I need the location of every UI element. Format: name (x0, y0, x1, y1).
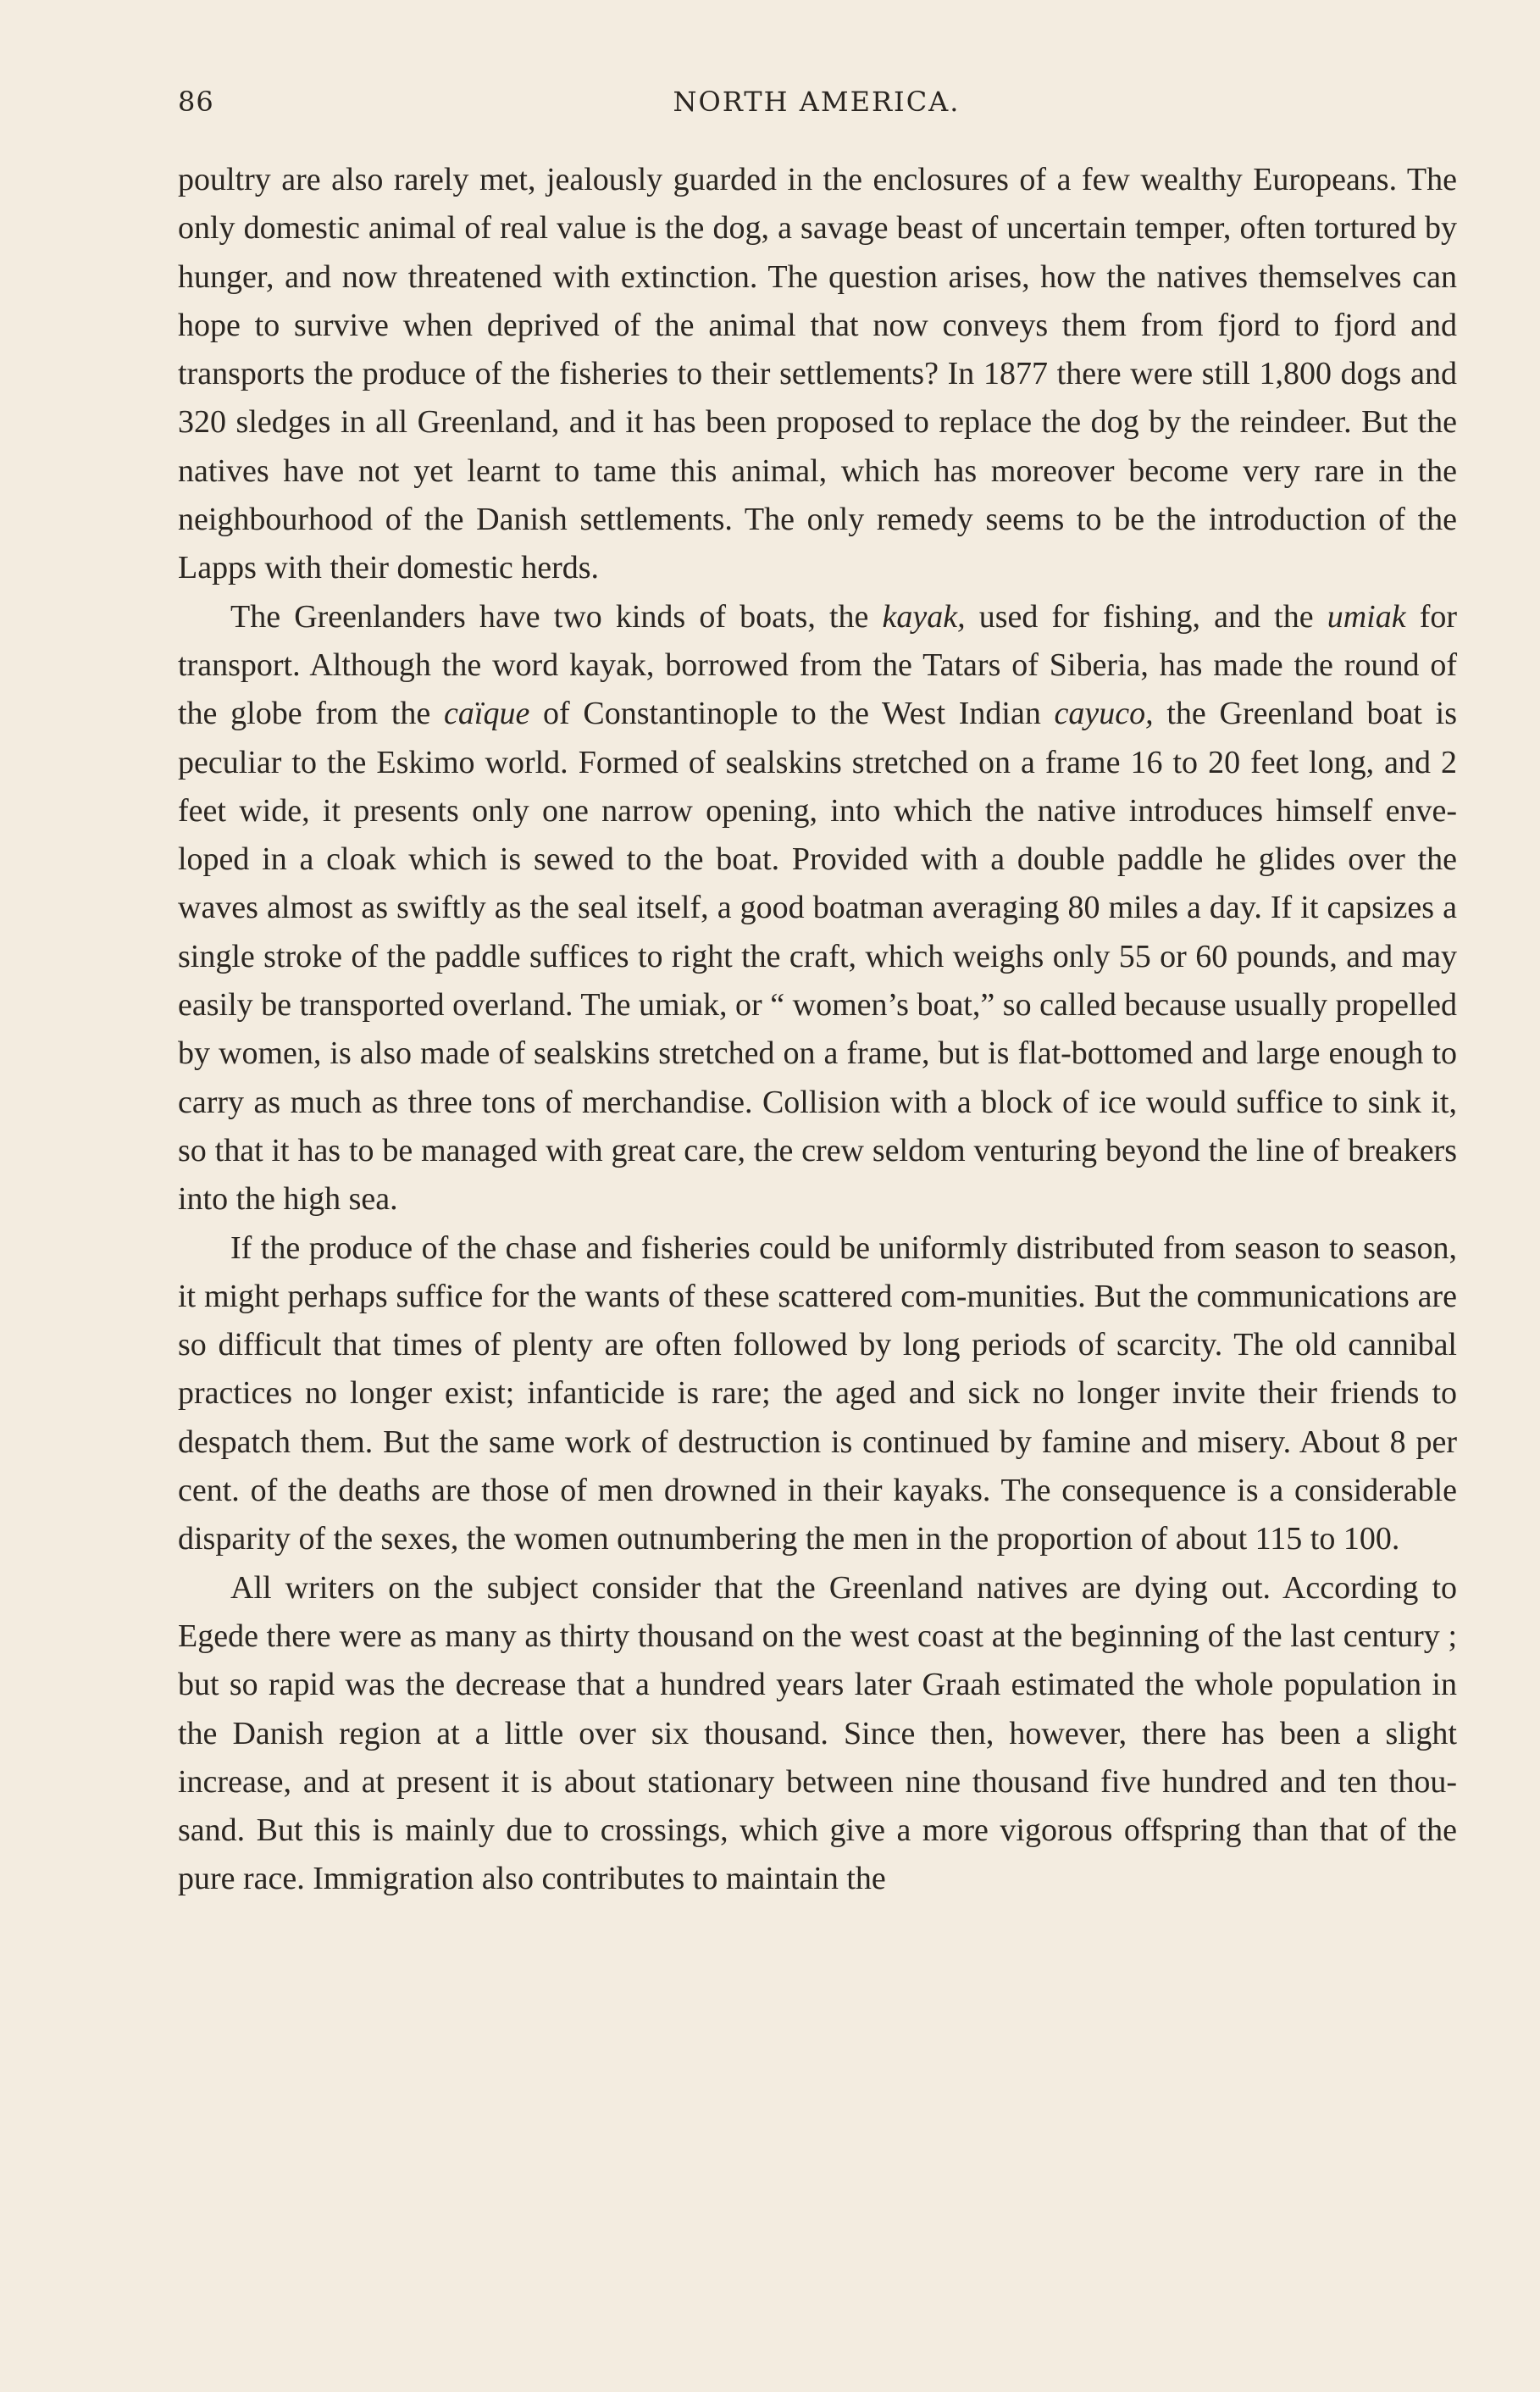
running-head (178, 83, 1455, 120)
text-span: for transport. Although the word kayak, borrowed from the Tatars of Siberia, has made the round of the globe from the (178, 598, 1457, 732)
italic-term-umiak: umiak (1327, 598, 1406, 635)
paragraph-boats (178, 593, 1457, 1224)
page-number: 86 (178, 86, 214, 118)
running-title: NORTH AMERICA. (673, 86, 961, 118)
paragraph-population: All writers on the subject consider that the Greenland natives are dying out. According to Egede there were as many as thirty thousand on the west coast at the beginning of the last century ; but so rapid was the decrease that a hundred years later Graah estimated the whole population in the Danish region at a little over six thousand. Since then, however, there has been a slight increase, and at present it is about stationary between nine thousand five hundred and ten thou-sand. But this is mainly due to crossings, which give a more vigorous offspring than that of the pure race. Immigration also contributes to maintain the (178, 1569, 1457, 1897)
text-span: the Greenland boat is peculiar to the Eskimo world. Formed of sealskins stretched on a frame 16 to 20 feet long, and 2 feet wide, it presents only one narrow opening, into which the native introduces himself enve-loped in a cloak which is sewed to the boat. Provided with a double paddle he glides over the waves almost as swiftly as the seal itself, a good boatman averaging 80 miles a day. If it capsizes a single stroke of the paddle suffices to right the craft, which weighs only 55 or 60 pounds, and may easily be transported overland. The umiak, or “ women’s boat,” so called because usually propelled by women, is also made of sealskins stretched on a frame, but is flat-bottomed and large enough to carry as much as three tons of merchandise. Collision with a block of ice would suffice to sink it, so that it has to be managed with great care, the crew seldom venturing beyond the line of breakers into the high sea. (178, 696, 1457, 1218)
paragraph-scarcity: If the produce of the chase and fisheries could be uniformly distributed from season to season, it might perhaps suffice for the wants of these scattered com-munities. But the communications are so difficult that times of plenty are often followed by long periods of scarcity. The old cannibal practices no longer exist; infanticide is rare; the aged and sick no longer invite their friends to despatch them. But the same work of destruction is continued by famine and misery. About 8 per cent. of the deaths are those of men drowned in their kayaks. The consequence is a considerable disparity of the sexes, the women outnumbering the men in the proportion of about 115 to 100. (178, 1229, 1457, 1557)
text-span: The Greenlanders have two kinds of boats, the (230, 598, 883, 635)
italic-term-kayak: kayak, (882, 598, 966, 635)
italic-term-cayuco: cayuco, (1054, 696, 1154, 732)
text-span: used for fishing, and the (965, 598, 1327, 635)
text-span: of Constantinople to the West Indian (529, 696, 1055, 732)
paragraph-continuation: poultry are also rarely met, jealously guarded in the enclosures of a few wealthy Europeans. The only domestic animal of real value is the dog, a savage beast of uncertain temper, often tortured by hunger, and now threatened with extinction. The question arises, how the natives themselves can hope to survive when deprived of the animal that now conveys them from fjord to fjord and transports the produce of the fisheries to their settlements? In 1877 there were still 1,800 dogs and 320 sledges in all Greenland, and it has been proposed to replace the dog by the reindeer. But the natives have not yet learnt to tame this animal, which has moreover become very rare in the neighbourhood of the Danish settlements. The only remedy seems to be the introduction of the Lapps with their domestic herds. (178, 162, 1457, 586)
italic-term-caique: caïque (444, 696, 530, 732)
body-text (178, 156, 1457, 1904)
